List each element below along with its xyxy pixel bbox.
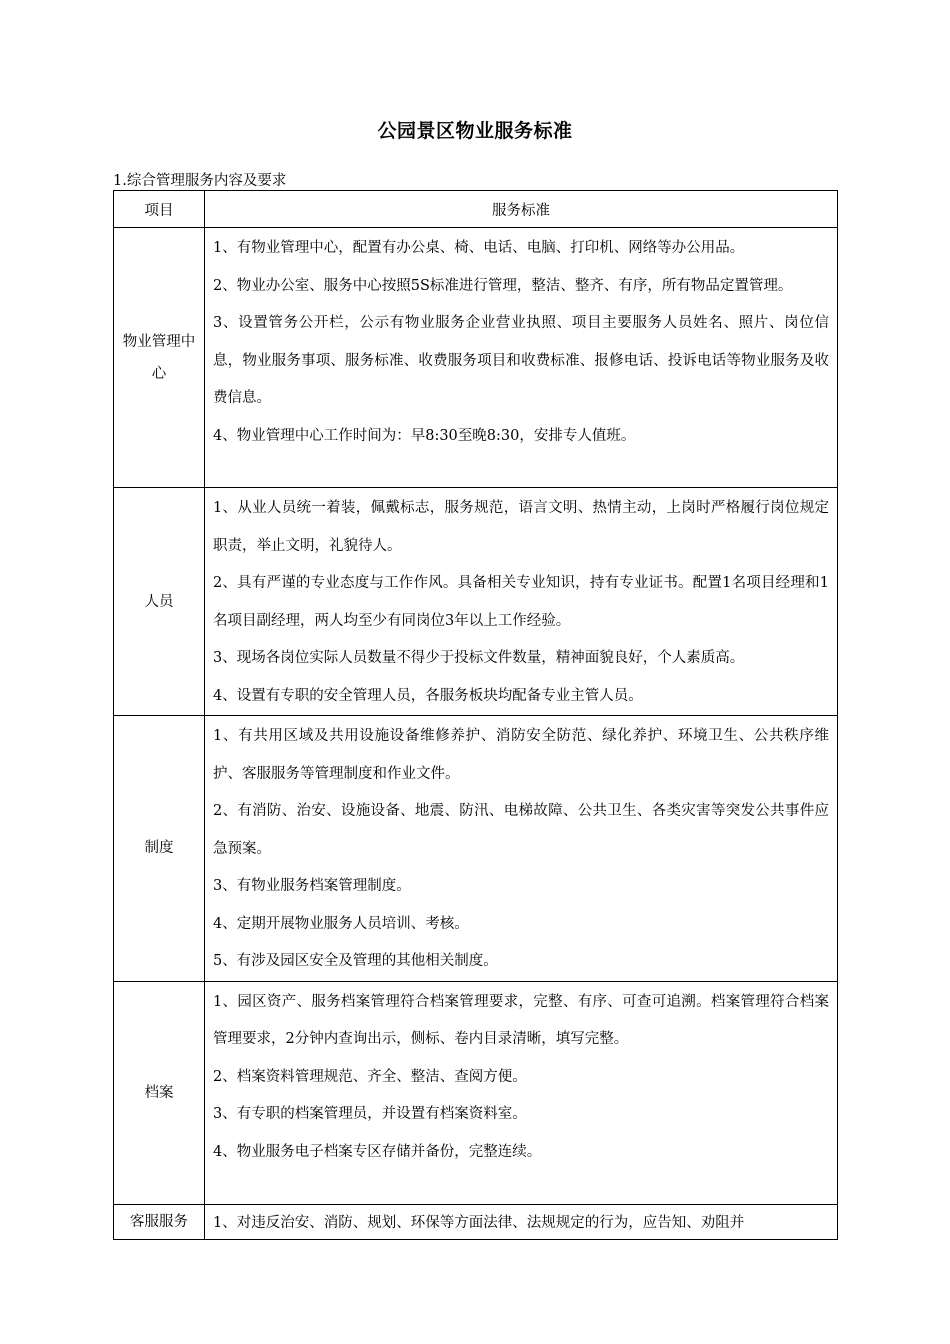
item-cell: 人员 <box>114 488 205 716</box>
item-cell: 档案 <box>114 981 205 1204</box>
standard-paragraph: 1、园区资产、服务档案管理符合档案管理要求，完整、有序、可查可追溯。档案管理符合档案管理要求，2分钟内查询出示，侧标、卷内目录清晰，填写完整。 <box>213 993 829 1047</box>
table-row <box>114 1204 838 1239</box>
standard-paragraph: 1、有物业管理中心，配置有办公桌、椅、电话、电脑、打印机、网络等办公用品。 <box>213 240 745 256</box>
standard-paragraph: 4、定期开展物业服务人员培训、考核。 <box>213 915 469 932</box>
standard-cell <box>205 228 838 488</box>
header-standard: 服务标准 <box>205 191 838 228</box>
standard-paragraph: 3、现场各岗位实际人员数量不得少于投标文件数量，精神面貌良好，个人素质高。 <box>213 650 745 666</box>
item-cell: 制度 <box>114 716 205 982</box>
section-heading: 1.综合管理服务内容及要求 <box>113 173 287 189</box>
standard-paragraph: 3、设置管务公开栏，公示有物业服务企业营业执照、项目主要服务人员姓名、照片、岗位信息，物业服务事项、服务标准、收费服务项目和收费标准、报修电话、投诉电话等物业服务及收费信息。 <box>213 315 829 406</box>
page-title: 公园景区物业服务标准 <box>377 120 573 142</box>
table-row <box>114 228 838 488</box>
standard-cell <box>205 716 838 982</box>
standard-paragraph: 2、具有严谨的专业态度与工作作风。具备相关专业知识，持有专业证书。配置1名项目经理和1名项目副经理，两人均至少有同岗位3年以上工作经验。 <box>213 575 829 629</box>
standard-paragraph: 1、对违反治安、消防、规划、环保等方面法律、法规规定的行为，应告知、劝阻并 <box>213 1214 745 1231</box>
standard-paragraph: 4、设置有专职的安全管理人员，各服务板块均配备专业主管人员。 <box>213 687 643 704</box>
standard-paragraph: 5、有涉及园区安全及管理的其他相关制度。 <box>213 953 498 969</box>
standard-paragraph: 2、物业办公室、服务中心按照5S标准进行管理，整洁、整齐、有序，所有物品定置管理。 <box>213 277 793 294</box>
standard-paragraph: 1、有共用区域及共用设施设备维修养护、消防安全防范、绿化养护、环境卫生、公共秩序维护、客服服务等管理制度和作业文件。 <box>213 728 829 782</box>
table-row <box>114 981 838 1204</box>
item-cell: 物业管理中心 <box>114 228 205 488</box>
standard-paragraph: 1、从业人员统一着装，佩戴标志，服务规范，语言文明、热情主动，上岗时严格履行岗位规定职责，举止文明，礼貌待人。 <box>213 500 829 554</box>
service-standard-table <box>113 190 838 1240</box>
standard-paragraph: 2、有消防、治安、设施设备、地震、防汛、电梯故障、公共卫生、各类灾害等突发公共事件应急预案。 <box>213 803 829 857</box>
standard-paragraph: 4、物业管理中心工作时间为：早8:30至晚8:30，安排专人值班。 <box>213 427 636 444</box>
standard-cell <box>205 981 838 1204</box>
standard-cell <box>205 488 838 716</box>
standard-paragraph: 2、档案资料管理规范、齐全、整洁、查阅方便。 <box>213 1068 527 1085</box>
table-row <box>114 488 838 716</box>
header-item: 项目 <box>114 191 205 228</box>
table-row <box>114 716 838 982</box>
item-cell: 客服服务 <box>114 1204 205 1239</box>
standard-cell <box>205 1204 838 1239</box>
standard-paragraph: 4、物业服务电子档案专区存储并备份，完整连续。 <box>213 1143 542 1160</box>
standard-paragraph: 3、有物业服务档案管理制度。 <box>213 878 411 894</box>
standard-paragraph: 3、有专职的档案管理员，并设置有档案资料室。 <box>213 1106 527 1122</box>
table-header-row <box>114 191 838 228</box>
